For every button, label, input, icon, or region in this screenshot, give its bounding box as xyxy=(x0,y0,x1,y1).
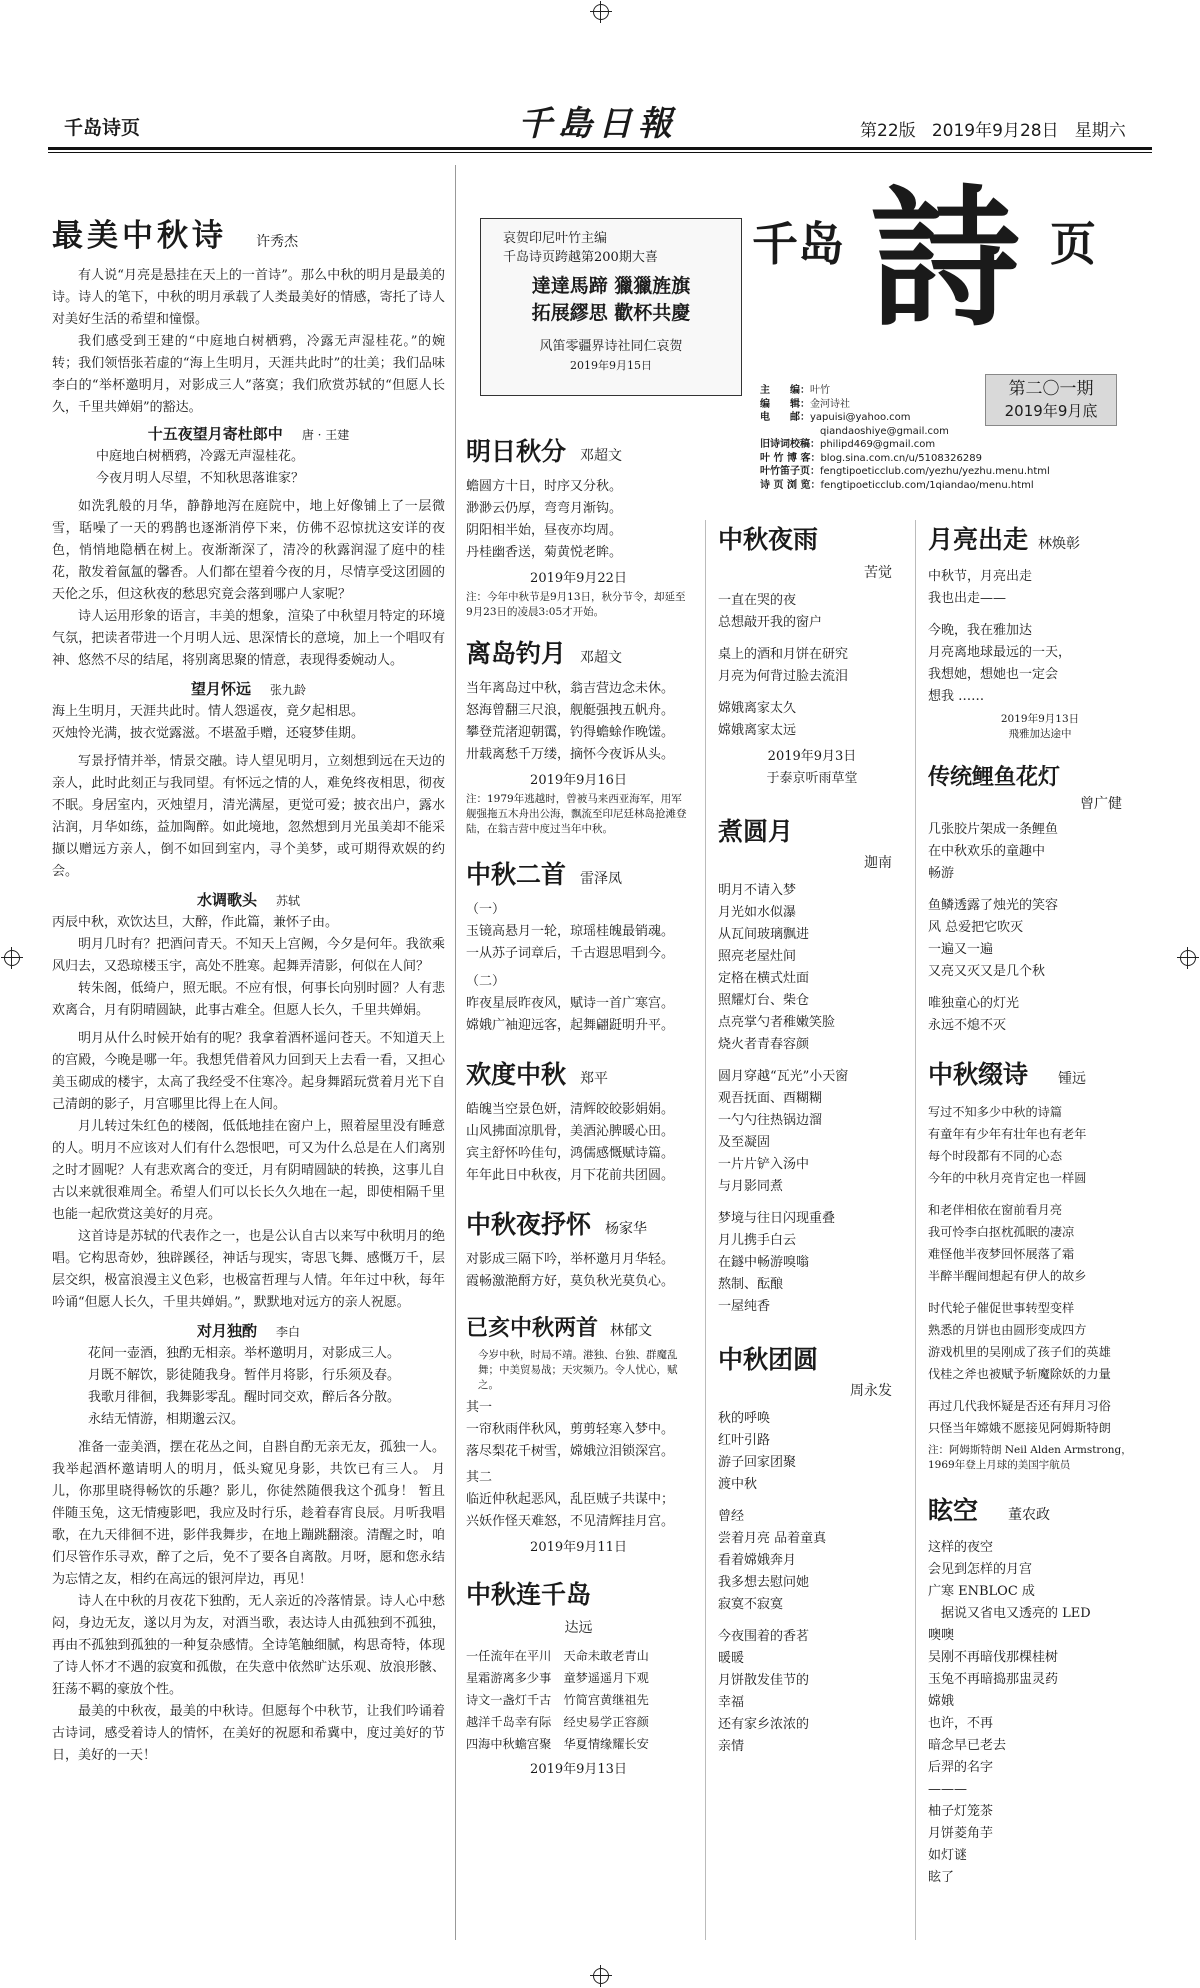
poem-line: 桌上的酒和月饼在研究 xyxy=(718,647,849,662)
poem-line: 宾主舒怀吟佳句，鸿儒感慨赋诗篇。 xyxy=(466,1146,675,1161)
poem-line: 落尽梨花千树雪，嫦娥泣泪锁深宫。 xyxy=(466,1444,675,1459)
poem-line: 中庭地白树栖鸦，冷露无声湿桂花。 xyxy=(96,449,305,464)
info-value: 叶竹 xyxy=(810,385,830,396)
poem-date: 2019年9月13日 xyxy=(530,1762,627,1777)
poem-line: 月既不解饮，影徒随我身。暂伴月将影，行乐须及春。 xyxy=(88,1368,401,1383)
poem-line: 月亮离地球最远的一天， xyxy=(928,645,1072,660)
poem-lines xyxy=(466,1099,691,1187)
poem-line: 与月影同煮 xyxy=(718,1179,784,1194)
poem-line: 及至凝固 xyxy=(718,1135,771,1150)
poem-title: 已亥中秋两首 xyxy=(466,1316,599,1341)
poem-line: 诗文一盏灯千古 竹简宫黄继祖先 xyxy=(466,1693,649,1707)
poem-line: 一任流年在平川 天命未敢老青山 xyxy=(466,1649,649,1663)
column-rule xyxy=(705,520,706,1940)
column-modern-poems-a xyxy=(718,520,906,1758)
poem-line: 如灯谜 xyxy=(928,1848,968,1863)
info-label: 叶 竹 博 客： xyxy=(760,452,821,464)
poem-lines xyxy=(928,1537,1152,1889)
poem-author: 邓超文 xyxy=(580,448,623,464)
period-date: 2019年9月底 xyxy=(1004,402,1098,420)
poem-line: 兴妖作怪天难怒，不见清辉挂月宫。 xyxy=(466,1514,675,1529)
paragraph: 准备一壶美酒，摆在花丛之间，自斟自酌无亲无友，孤独一人。我举起酒杯邀请明人的明月，低头窥见身影，共饮已有三人。 月儿，你那里晓得畅饮的乐趣？影儿，你徒然随偎我这个孤身！ 暂且伴随玉兔，这无情瘦影吧，我应及时行乐，趁着春宵良辰。月听我唱歌，在九天徘徊不进，影伴我舞步，在地上蹦跳翻滚。清醒之时，咱们尽管作乐寻欢，醉了之后，免不了要各自离散。月呀，愿和您永结为忘情之友，相约在高远的银河岸边，再见！ xyxy=(52,1440,445,1587)
poem-title: 月亮出走 xyxy=(928,525,1029,554)
issue-date: 2019年9月28日 xyxy=(931,121,1059,141)
paragraph: 写景抒情并举，情景交融。诗人望见明月，立刻想到远在天边的亲人，此时此刻正与我同望。有怀远之情的人，难免终夜相思，彻夜不眠。身居室内，灭烛望月，清光满屋，更觉可爱；披衣出户，露水沾润，月华如练，益加陶醉。如此境地，忽然想到月光虽美却不能采撷以赠远方亲人，倒不如回到室内，寻个美梦，或可期得欢娱的约会。 xyxy=(52,754,445,879)
poem-line: 山风拂面凉肌骨，美酒沁脾暖心田。 xyxy=(466,1124,675,1139)
banner-title-right: 页 xyxy=(1050,217,1096,271)
poem-line: 卅载离愁千万缕，摘怀今夜诉从头。 xyxy=(466,747,675,762)
poem-line: 临近仲秋起恶风，乱臣贼子共谋中； xyxy=(466,1492,675,1507)
poem-line: 对影成三隔下吟，举杯邀月月华轻。 xyxy=(466,1252,675,1267)
poem-line: 唯独童心的灯光 xyxy=(928,996,1020,1011)
poem-lines xyxy=(466,1249,691,1293)
poem-line: 一勺勺往热锅边溜 xyxy=(718,1113,823,1128)
info-row xyxy=(760,411,1140,425)
poem-title: 中秋夜雨 xyxy=(718,525,819,554)
info-label: 电 邮： xyxy=(760,412,810,423)
poem-line: 圆月穿越“瓦光”小天窗 xyxy=(718,1069,849,1084)
poem-line: 游戏机里的吴刚成了孩子们的英雄 xyxy=(928,1345,1111,1359)
poem-line: 星霜游离多少事 童梦遥遥月下观 xyxy=(466,1671,649,1685)
poem-line: 写过不知多少中秋的诗篇 xyxy=(928,1105,1063,1119)
poem-line: 阴阳相半始，昼夜亦均周。 xyxy=(466,523,623,538)
info-label: 诗 页 浏 览： xyxy=(760,479,821,491)
poem-line: 熬制、酝酿 xyxy=(718,1277,784,1292)
article-title: 最美中秋诗 xyxy=(52,218,227,254)
newspaper-masthead: 千島日報 xyxy=(518,104,678,144)
info-row xyxy=(760,384,1140,398)
poem-author: 苦觉 xyxy=(864,565,892,581)
poem-author: 苏轼 xyxy=(276,894,301,908)
poem-line: 蟾圆方十日，时序又分秋。 xyxy=(466,479,623,494)
poem-title: 望月怀远 xyxy=(190,680,251,698)
paragraph: 如洗乳般的月华，静静地泻在庭院中，地上好像铺上了一层微雪，聒噪了一天的鸦鹊也逐渐消停下来，仿佛不忍惊扰这安详的夜色，悄悄地隐栖在树上。夜渐渐深了，清冷的秋露润湿了庭中的桂花，散发着氤氲的馨香。人们都在望着今夜的月，尽情享受这团圆的天伦之乐，但这秋夜的愁思究竟会落到哪户人家呢？ xyxy=(52,499,445,602)
poem-line: 熟悉的月饼也由圆形变成四方 xyxy=(928,1323,1087,1337)
info-value: 金河诗社 xyxy=(810,398,850,410)
poem-author: 张九龄 xyxy=(270,683,307,697)
paragraph: 有人说“月亮是悬挂在天上的一首诗”。那么中秋的明月是最美的诗。诗人的笔下，中秋的明月承载了人类最美好的情感，寄托了诗人对美好生活的希望和憧憬。 xyxy=(52,268,445,327)
greeting-verse xyxy=(481,273,741,327)
poem-author: 邓超文 xyxy=(580,650,623,666)
paragraph: 最美的中秋夜，最美的中秋诗。但愿每个中秋节，让我们吟诵着古诗词，感受着诗人的情怀，在美好的祝愿和希冀中，度过美好的节日，美好的一天！ xyxy=(52,1704,445,1763)
column-rule xyxy=(915,520,916,1940)
dateline xyxy=(860,116,1126,141)
poem-line: 昨夜星辰昨夜风，赋诗一首广寒宫。 xyxy=(466,996,675,1011)
poem-line: 风 总爱把它吹灭 xyxy=(928,920,1024,935)
poem-line: 花间一壶酒，独酌无相亲。举杯邀明月，对影成三人。 xyxy=(88,1346,401,1361)
poem-line: 我也出走—— xyxy=(928,591,1007,606)
poem-author: 曾广健 xyxy=(1080,796,1122,812)
poem-line: 亲情 xyxy=(718,1739,745,1754)
period-number: 第二〇一期 xyxy=(1008,379,1094,399)
poem-line: 怒海曾翻三尺浪，舰艇强拽五帆舟。 xyxy=(466,703,675,718)
poem-stanza-heading: （一） xyxy=(466,902,506,917)
poem-line: 照耀灯台、柴仓 xyxy=(718,993,810,1008)
poem-title: 水调歌头 xyxy=(196,891,257,909)
section-title: 千岛诗页 xyxy=(64,117,141,139)
poem-line: 永结无情游，相期邈云汉。 xyxy=(88,1412,245,1427)
registration-mark-right xyxy=(1180,950,1196,966)
poem-author: 迦南 xyxy=(864,855,892,871)
poem-line: 我可怜李白抠枕孤眠的凄凉 xyxy=(928,1225,1075,1239)
poem-stanza: 明月几时有？把酒问青天。不知天上宫阙，今夕是何年。我欲乘风归去，又恐琼楼玉宇，高处不胜寒。起舞弄清影，何似在人间？ xyxy=(52,937,445,974)
poem-title: 明日秋分 xyxy=(466,437,567,466)
poem-line: 一片片铲入汤中 xyxy=(718,1157,810,1172)
poem-line: 也许，不再 xyxy=(928,1716,994,1731)
poem-title: 传统鲤鱼花灯 xyxy=(928,765,1061,790)
poem-author: 杨家华 xyxy=(605,1221,648,1237)
stanza-break xyxy=(928,885,1152,895)
info-value[interactable]: blog.sina.com.cn/u/5108326289 xyxy=(820,452,982,464)
info-value[interactable]: yapuisi@yahoo.com xyxy=(810,412,911,423)
poem-lines xyxy=(928,1101,1152,1439)
poem-line: 我想她，想她也一定会 xyxy=(928,667,1059,682)
poem-preface: 今岁中秋，时局不靖。港独、台独、群魔乱舞；中美贸易战；天灾频乃。令人忧心，赋之。 xyxy=(478,1349,678,1391)
poem-line: 秋的呼唤 xyxy=(718,1411,771,1426)
poem-title: 眩空 xyxy=(928,1496,979,1525)
poem-author: 雷泽凤 xyxy=(580,871,623,887)
poem-title: 中秋团圆 xyxy=(718,1345,819,1374)
poem-preface: 丙辰中秋，欢饮达旦，大醉，作此篇，兼怀子由。 xyxy=(52,915,339,930)
greeting-verse-line: 拓展繆思 歡杯共慶 xyxy=(531,302,691,324)
poem-line: 一直在哭的夜 xyxy=(718,593,797,608)
poem-line: 再过几代我怀疑是否还有拜月习俗 xyxy=(928,1399,1111,1413)
paragraph: 诗人运用形象的语言，丰美的想象，渲染了中秋望月特定的环境气氛，把读者带进一个月明人远、思深情长的意境，加上一个唱叹有神、悠然不尽的结尾，将别离思聚的情意，表现得委婉动人。 xyxy=(52,609,445,668)
stanza-break xyxy=(718,688,906,698)
poem-title: 中秋夜抒怀 xyxy=(466,1210,592,1239)
poem-line: 月光如水似瀑 xyxy=(718,905,797,920)
poem-line: 在鐩中畅游嗅嗡 xyxy=(718,1255,810,1270)
poem-line: 烧火者青春容颜 xyxy=(718,1037,810,1052)
poem-line: 时代轮子催促世事转型变样 xyxy=(928,1301,1075,1315)
poem-line: 皓魄当空景色妍，清辉皎皎影娟娟。 xyxy=(466,1102,675,1117)
poem-line: 当年离岛过中秋，翁吉营边念未休。 xyxy=(466,681,675,696)
poem-line: 月亮为何背过脸去流泪 xyxy=(718,669,849,684)
poem-title: 中秋二首 xyxy=(466,860,567,889)
info-row xyxy=(760,452,1140,466)
congratulation-box xyxy=(480,218,742,396)
poem-author: 郑平 xyxy=(580,1071,609,1087)
poem-stanza-heading: 其一 xyxy=(466,1400,493,1415)
column-rule xyxy=(455,165,456,1940)
poem-line: 嫦娥离家太远 xyxy=(718,723,797,738)
poem-line: 月饼菱角芋 xyxy=(928,1826,994,1841)
poem-line: 从瓦间玻璃飘进 xyxy=(718,927,810,942)
info-value[interactable]: philipd469@gmail.com xyxy=(820,439,936,450)
paragraph: 明月从什么时候开始有的呢？我拿着酒杯遥问苍天。不知道天上的宫殿，今晚是哪一年。我想凭借着风力回到天上去看一看，又担心美玉砌成的楼宇，太高了我经受不住寒冷。起身舞蹈玩赏着月光下自己清朗的影子，月宫哪里比得上在人间。 xyxy=(52,1031,445,1112)
poem-lines xyxy=(466,1645,691,1755)
poem-line: 照亮老屋灶间 xyxy=(718,949,797,964)
poem-line: 鱼鳞透露了烛光的笑容 xyxy=(928,898,1059,913)
poem-line: 伐桂之斧也被赋予斩魔除妖的力量 xyxy=(928,1367,1111,1381)
poem-author: 周永发 xyxy=(850,1383,892,1399)
poem-line: 中秋节，月亮出走 xyxy=(928,569,1033,584)
stanza-break xyxy=(928,610,1152,620)
greeting-header xyxy=(481,219,741,267)
poem-line: 尝着月亮 品着童真 xyxy=(718,1531,827,1546)
poem-line: 半醉半醒间想起有伊人的故乡 xyxy=(928,1269,1087,1283)
poem-line: 幸福 xyxy=(718,1695,745,1710)
greeting-verse-line: 達達馬蹄 獵獵旌旗 xyxy=(531,275,691,297)
poem-line: 只怪当年嫦娥不愿接见阿姆斯特朗 xyxy=(928,1421,1111,1435)
paragraph: 我们感受到王建的“中庭地白树栖鸦，冷露无声湿桂花。”的婉转；我们领悟张若虚的“海上生明月，天涯共此时”的壮美；我们品味李白的“举杯邀明月，对影成三人”落寞；我们欣赏苏轼的“但愿人长久，千里共婵娟”的豁达。 xyxy=(52,334,445,415)
info-value[interactable]: qiandaoshiye@gmail.com xyxy=(820,425,949,437)
poem-line: 眩了 xyxy=(928,1870,955,1885)
info-label: 编 辑： xyxy=(760,398,810,410)
poem-title: 十五夜望月寄杜郎中 xyxy=(147,425,283,443)
poem-line: 难怪他半夜梦回怀展落了霜 xyxy=(928,1247,1075,1261)
poem-line: 总想敲开我的窗户 xyxy=(718,615,823,630)
greeting-line: 千岛诗页跨越第200期大喜 xyxy=(503,250,658,265)
poem-note: 注：1979年逃越时，曾被马来西亚海军，用军舰强拖五木舟出公海，飘流至印尼廷林岛抢滩登陆，在翁吉营中度过当年中秋。 xyxy=(466,793,687,835)
banner-title-big: 詩 xyxy=(870,171,1021,347)
poem-line: 每个时段都有不同的心态 xyxy=(928,1149,1063,1163)
registration-mark-bottom xyxy=(593,1968,609,1984)
editorial-info xyxy=(760,384,1140,492)
info-label: 旧诗词校稿： xyxy=(760,439,820,450)
info-label: 主 编： xyxy=(760,385,810,396)
poem-place: 飛雅加达途中 xyxy=(1008,728,1072,740)
info-label: 叶竹笛子页： xyxy=(760,466,820,477)
weekday: 星期六 xyxy=(1074,121,1126,141)
poem-line: 一遍又一遍 xyxy=(928,942,994,957)
poem-line: 据说又省电又透亮的 LED xyxy=(928,1606,1091,1621)
poem-line: 越洋千岛幸有际 经史易学正容颜 xyxy=(466,1715,649,1729)
info-value[interactable]: fengtipoeticclub.com/1qiandao/menu.html xyxy=(820,479,1034,491)
poem-line: 游子回家团聚 xyxy=(718,1455,797,1470)
poem-line: 玉镜高悬月一轮，琼瑶桂魄最销魂。 xyxy=(466,924,675,939)
poem-line: 四海中秋蟾宫聚 华夏情缘耀长安 xyxy=(466,1737,649,1751)
stanza-break xyxy=(718,1056,906,1066)
poem-author: 林郁文 xyxy=(610,1323,653,1339)
poem-line: 观吾抚面、酉糊糊 xyxy=(718,1091,823,1106)
poem-line: 噢噢 xyxy=(928,1628,955,1643)
poem-line: 曾经 xyxy=(718,1509,745,1524)
header-rule-thin xyxy=(48,152,1152,153)
poem-line: 几张胶片架成一条鲤鱼 xyxy=(928,822,1059,837)
poem-line: 嫦娥 xyxy=(928,1694,955,1709)
poem-author: 锺远 xyxy=(1058,1071,1087,1087)
poem-date: 2019年9月22日 xyxy=(530,571,627,586)
poem-line: 渺渺云仍厚，弯弯月渐钩。 xyxy=(466,501,623,516)
poem-title: 欢度中秋 xyxy=(466,1060,567,1089)
poem-stanza: 转朱阁，低绮户，照无眠。不应有恨，何事长向别时圆？人有悲欢离合，月有阴晴圆缺，此事古难全。但愿人长久，千里共婵娟。 xyxy=(52,981,445,1018)
poem-lines xyxy=(466,678,691,766)
poem-line: 寂寞不寂寞 xyxy=(718,1597,784,1612)
poem-line: 会见到怎样的月宫 xyxy=(928,1562,1033,1577)
stanza-break xyxy=(928,1189,1152,1199)
greeting-date: 2019年9月15日 xyxy=(570,359,652,372)
poem-line: 柚子灯笼茶 xyxy=(928,1804,994,1819)
poetry-page-banner xyxy=(752,171,1152,364)
poem-note: 注：今年中秋节是9月13日，秋分节令，却延至9月23日的凌晨3:05才开始。 xyxy=(466,591,686,618)
poem-line: 畅游 xyxy=(928,866,955,881)
stanza-break xyxy=(718,634,906,644)
paragraph: 这首诗是苏轼的代表作之一，也是公认自古以来写中秋明月的绝唱。它构思奇妙，独辟蹊径，神话与现实，寄思飞舞、感慨万千，层层交织，极富浪漫主义色彩，也极富哲理与人情。年年过中秋，每年吟诵“但愿人长久，千里共婵娟。”，默默地对远方的亲人祝愿。 xyxy=(52,1229,445,1310)
poem-lines xyxy=(928,819,1152,1037)
poem-line: 嫦娥广袖迎远客，起舞翩跹明升平。 xyxy=(466,1018,675,1033)
poem-author: 唐 · 王建 xyxy=(301,428,350,442)
poem-line: 点亮掌勺者稚嫩笑脸 xyxy=(718,1015,836,1030)
poem-lines xyxy=(718,1408,906,1758)
poem-line: 月儿携手白云 xyxy=(718,1233,797,1248)
poem-line: 梦境与往日闪现重叠 xyxy=(718,1211,836,1226)
paragraph: 诗人在中秋的月夜花下独酌，无人亲近的冷落情景。诗人心中愁闷，身边无友，遂以月为友，对酒当歌，表达诗人由孤独到不孤独，再由不孤独到孤独的一种复杂感情。全诗笔触细腻，构思奇特，体现了诗人怀才不遇的寂寞和孤傲，在失意中依然旷达乐观、放浪形骸、狂荡不羁的豪放个性。 xyxy=(52,1594,445,1697)
stanza-break xyxy=(718,1496,906,1506)
poem-line: 和老伴相依在窗前看月亮 xyxy=(928,1203,1063,1217)
article-author: 许秀杰 xyxy=(256,234,299,250)
poem-title: 中秋连千岛 xyxy=(466,1580,592,1609)
poem-title: 离岛钓月 xyxy=(466,639,567,668)
poem-line: 又亮又灭又是几个秋 xyxy=(928,964,1046,979)
poem-line: 暖暖 xyxy=(718,1651,745,1666)
info-row xyxy=(760,425,1140,439)
poem-line: 今夜围着的香茗 xyxy=(718,1629,810,1644)
poem-line: 还有家乡浓浓的 xyxy=(718,1717,810,1732)
poem-note: 注：阿姆斯特朗 Neil Alden Armstrong，1969年登上月球的美国宇航员 xyxy=(928,1444,1132,1471)
poem-line: 我多想去慰问她 xyxy=(718,1575,810,1590)
info-row xyxy=(760,479,1140,493)
poem-line: 想我 …… xyxy=(928,689,985,704)
poem-author: 林焕彰 xyxy=(1038,536,1081,552)
poem-line: 广寒 ENBLOC 成 xyxy=(928,1584,1035,1599)
poem-line: 有童年有少年有壮年也有老年 xyxy=(928,1127,1087,1141)
poem-date: 2019年9月3日 xyxy=(767,749,857,764)
poem-line: 月饼散发佳节的 xyxy=(718,1673,810,1688)
poem-lines xyxy=(928,566,1152,708)
poem-line: 在中秋欢乐的童趣中 xyxy=(928,844,1046,859)
poem-lines xyxy=(718,590,906,742)
column-classical-poems xyxy=(466,432,691,1781)
poem-line: ——— xyxy=(928,1782,967,1797)
registration-mark-top xyxy=(593,4,609,20)
stanza-break xyxy=(718,1616,906,1626)
poem-line: 一帘秋雨伴秋风，剪剪轻寒入梦中。 xyxy=(466,1422,675,1437)
stanza-break xyxy=(928,983,1152,993)
poem-date: 2019年9月13日 xyxy=(1000,713,1080,725)
poem-line: 看着嫦娥奔月 xyxy=(718,1553,797,1568)
poem-author: 李白 xyxy=(276,1325,301,1339)
info-row xyxy=(760,398,1140,412)
poem-title: 煮圆月 xyxy=(718,817,794,846)
poem-stanza-heading: （二） xyxy=(466,974,506,989)
poem-line: 年年此日中秋夜，月下花前共团圆。 xyxy=(466,1168,675,1183)
edition: 第22版 xyxy=(860,121,916,141)
article-main xyxy=(52,210,445,1767)
poem-line: 霞畅激滟酹方好，莫负秋光莫负心。 xyxy=(466,1274,675,1289)
info-row xyxy=(760,465,1140,479)
poem-line: 这样的夜空 xyxy=(928,1540,994,1555)
poem-title: 中秋缀诗 xyxy=(928,1060,1029,1089)
poem-lines xyxy=(466,476,691,564)
poem-place: 于泰京听雨草堂 xyxy=(766,771,858,786)
poem-line: 永远不熄不灭 xyxy=(928,1018,1007,1033)
info-row xyxy=(760,438,1140,452)
poem-line: 后羿的名字 xyxy=(928,1760,994,1775)
poem-line: 暗念早已老去 xyxy=(928,1738,1007,1753)
poem-line: 丹桂幽香送，菊黄悦老眸。 xyxy=(466,545,623,560)
poem-line: 今晚，我在雅加达 xyxy=(928,623,1033,638)
poem-line: 明月不请入梦 xyxy=(718,883,797,898)
header-rule xyxy=(48,147,1152,150)
poem-line: 一屋纯香 xyxy=(718,1299,771,1314)
poem-lines xyxy=(718,880,906,1318)
poem-line: 吴刚不再暗伐那棵桂树 xyxy=(928,1650,1059,1665)
greeting-line: 哀贺印尼叶竹主编 xyxy=(503,231,608,246)
stanza-break xyxy=(928,1385,1152,1395)
paragraph: 月儿转过朱红色的楼阁，低低地挂在窗户上，照着屋里没有睡意的人。明月不应该对人们有什么怨恨吧，可又为什么总是在人们离别之时才圆呢？人有悲欢离合的变迁，月有阴晴圆缺的转换，这事儿自古以来就很难周全。希望人们可以长长久久地在一起，即使相隔千里也能一起欣赏这美好的月亮。 xyxy=(52,1119,445,1222)
poem-line: 玉兔不再暗捣那盅灵药 xyxy=(928,1672,1059,1687)
poem-author: 达远 xyxy=(564,1620,593,1636)
poem-line: 攀登荒渚迎朝霭，钓得蟾蜍作晚馐。 xyxy=(466,725,675,740)
poem-line: 嫦娥离家太久 xyxy=(718,701,797,716)
banner-title-left: 千岛 xyxy=(752,217,844,271)
column-modern-poems-b xyxy=(928,520,1152,1889)
poem-title: 对月独酌 xyxy=(196,1322,257,1340)
info-value[interactable]: fengtipoeticclub.com/yezhu/yezhu.menu.html xyxy=(820,466,1050,477)
poem-date: 2019年9月11日 xyxy=(530,1540,627,1555)
poem-line: 渡中秋 xyxy=(718,1477,758,1492)
poem-line: 一从苏子词章后，千古遐思唱到今。 xyxy=(466,946,675,961)
poem-line: 今年的中秋月亮肯定也一样圆 xyxy=(928,1171,1087,1185)
poem-line: 定格在横式灶面 xyxy=(718,971,810,986)
poem-line: 我歌月徘徊，我舞影零乱。醒时同交欢，醉后各分散。 xyxy=(88,1390,401,1405)
poem-date: 2019年9月16日 xyxy=(530,773,627,788)
stanza-break xyxy=(928,1287,1152,1297)
poem-line: 红叶引路 xyxy=(718,1433,771,1448)
poem-line: 海上生明月，天涯共此时。情人怨遥夜，竟夕起相思。 xyxy=(52,704,365,719)
greeting-sender: 风笛零疆界诗社同仁哀贺 xyxy=(539,339,683,354)
stanza-break xyxy=(718,1198,906,1208)
poem-stanza-heading: 其二 xyxy=(466,1470,493,1485)
registration-mark-left xyxy=(4,950,20,966)
poem-line: 灭烛怜光满，披衣觉露滋。不堪盈手赠，还寝梦佳期。 xyxy=(52,726,365,741)
poem-author: 董农政 xyxy=(1008,1507,1051,1523)
poem-line: 今夜月明人尽望，不知秋思落谁家？ xyxy=(96,471,305,486)
